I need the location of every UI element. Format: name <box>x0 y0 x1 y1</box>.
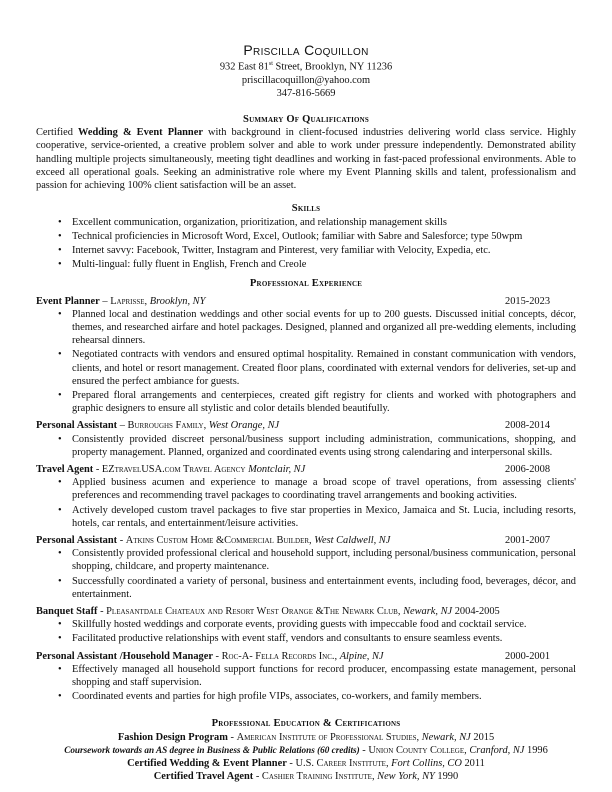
education-title: Coursework towards an AS degree in Business & Public Relations (60 credits) <box>64 744 360 755</box>
job-bullet: • Negotiated contracts with vendors and ensured optimal hospitality. Remained in constant communication with vendors, clients, and hotel or resort management. Created floor plans, coordinated with external vendors for deliveries, set-up and ensured the perfect ambiance for guests. <box>36 348 576 388</box>
experience-heading: Professional Experience <box>249 278 363 290</box>
education-item <box>36 744 576 757</box>
summary-paragraph <box>36 126 576 192</box>
job-separator: - <box>117 534 126 546</box>
job-company: Atkins Custom Home &Commercial Builder <box>125 534 310 546</box>
job-bullets <box>36 618 576 645</box>
job-company: Laprisse <box>110 295 145 307</box>
job-title: Banquet Staff <box>36 605 98 617</box>
job-dates: 2001-2007 <box>505 534 551 546</box>
resume-page <box>36 42 576 783</box>
job-location: Newark, NJ <box>403 605 453 617</box>
skill-item: • Excellent communication, organization, prioritization, and relationship management skills <box>36 216 576 229</box>
candidate-name: Priscilla Coquillon <box>243 42 369 58</box>
job-bullet: • Applied business acumen and experience to manage a broad scope of travel operations, from assessing clients' preferences and recommending travel packages to coordinating travel arrangements and booking activities. <box>36 476 576 502</box>
separator: - <box>253 770 262 782</box>
job-location: Montclair, NJ <box>248 463 306 475</box>
job-bullet: • Actively developed custom travel packages to five star properties in Mexico, Jamaica and St. Lucia, including resorts, hotels, car rentals, and entertainment/leisure activities. <box>36 504 576 530</box>
punctuation: , <box>385 757 392 769</box>
job-entry <box>36 419 576 459</box>
education-item <box>36 731 576 744</box>
education-year: 1990 <box>437 770 459 782</box>
job-header <box>36 295 576 308</box>
job-bullets <box>36 663 576 704</box>
job-dates: 2015-2023 <box>505 295 551 307</box>
job-header <box>36 419 576 432</box>
job-bullet: • Facilitated productive relationships with event staff, vendors and consultants to ensure seamless events. <box>36 632 576 645</box>
job-dates: 2008-2014 <box>505 420 551 432</box>
education-institution: Cashier Training Institute <box>261 770 372 782</box>
education-item <box>36 770 576 783</box>
job-bullet: • Effectively managed all household support functions for record producer, encompassing estate management, personal shopping and staff supervision. <box>36 663 576 689</box>
education-institution: U.S. Career Institute <box>295 757 386 769</box>
summary-heading: Summary Of Qualifications <box>242 114 369 126</box>
punctuation: , <box>144 295 150 307</box>
job-separator: – <box>117 420 128 432</box>
education-year: 2015 <box>473 731 495 743</box>
education-title: Certified Travel Agent <box>153 770 254 782</box>
job-separator: - <box>97 605 107 617</box>
experience-list <box>36 295 576 704</box>
address-rest: Street, Brooklyn, NY 11236 <box>272 61 393 73</box>
job-header <box>36 650 576 663</box>
job-dates: 2000-2001 <box>505 650 551 662</box>
summary-bold: Wedding & Event Planner <box>78 127 203 139</box>
education-title: Certified Wedding & Event Planner <box>127 757 287 769</box>
punctuation: , <box>334 650 340 662</box>
punctuation: , <box>309 534 315 546</box>
job-bullets <box>36 308 576 416</box>
job-entry <box>36 605 576 646</box>
skill-item: • Technical proficiencies in Microsoft Word, Excel, Outlook; familiar with Sabre and Salesforce; type 50wpm <box>36 230 576 243</box>
job-header <box>36 534 576 547</box>
job-bullets <box>36 547 576 601</box>
job-dates: 2006-2008 <box>505 463 551 475</box>
skills-heading: Skills <box>291 203 321 215</box>
separator: - <box>286 757 296 769</box>
job-company: Pleasantdale Chateaux and Resort West Orange &The Newark Club <box>106 605 398 617</box>
education-title: Fashion Design Program <box>117 731 228 743</box>
job-bullet: • Prepared floral arrangements and centerpieces, created gift registry for clients and worked with photographers and graphic designers to ensure all stylistic and color details blended beautifully. <box>36 389 576 415</box>
education-item <box>36 757 576 770</box>
job-entry <box>36 463 576 530</box>
job-location: West Caldwell, NJ <box>314 534 391 546</box>
education-year: 2011 <box>464 757 485 769</box>
job-location: Brooklyn, NY <box>149 295 206 307</box>
job-location: Alpine, NJ <box>339 650 384 662</box>
job-bullet: • Consistently provided discreet personal/business support including administration, communications, shopping, and property management. Planned, organized and coordinated events using strong calendaring and interpersonal skills. <box>36 433 576 459</box>
job-bullet: • Coordinated events and parties for high profile VIPs, associates, co-workers, and family members. <box>36 690 576 703</box>
skill-item: • Multi-lingual: fully fluent in English, French and Creole <box>36 258 576 271</box>
education-list <box>36 731 576 783</box>
job-location: West Orange, NJ <box>208 420 280 432</box>
job-title: Personal Assistant <box>36 420 118 432</box>
separator: - <box>359 744 369 756</box>
job-entry <box>36 534 576 601</box>
education-location: New York, NY <box>377 770 435 782</box>
job-separator: - <box>212 650 222 662</box>
job-title: Travel Agent <box>36 463 94 475</box>
job-bullets <box>36 476 576 530</box>
punctuation: , <box>397 605 404 617</box>
job-bullet: • Planned local and destination weddings and other social events for up to 200 guests. Discussed initial concepts, décor, themes, and researched airfare and hotel packages. Designed, planned and organized all pre-wedding elements, including rehearsal dinners. <box>36 308 576 348</box>
education-institution: Union County College <box>368 744 465 756</box>
education-location: Fort Collins, CO <box>391 757 462 769</box>
punctuation: , <box>416 731 422 743</box>
email: priscillacoquillon@yahoo.com <box>241 74 371 86</box>
punctuation: , <box>464 744 470 756</box>
job-header <box>36 605 576 618</box>
job-bullet: • Skillfully hosted weddings and corporate events, providing guests with impeccable food and cocktail service. <box>36 618 576 631</box>
address <box>36 58 576 74</box>
job-header <box>36 463 576 476</box>
punctuation: , <box>203 420 209 432</box>
education-location: Newark, NJ <box>421 731 471 743</box>
address-line: 932 East 81 <box>219 61 269 73</box>
job-company: Roc-A- Fella Records Inc. <box>221 650 335 662</box>
summary-text: with background in client-focused industries delivering world class service. Highly cooperative, service-oriented, a creative problem solver and able to work under pressure independently. Demonstrated ability handling multiple projects simultaneously, meeting tight deadlines and working in fast-paced professional environments. Able to exceed all operational goals. Seeking an administrative role where my Event Planning skills and talent, professionalism and passion for achieving 100% client satisfaction will be an asset. <box>36 127 577 192</box>
job-bullets <box>36 433 576 459</box>
skill-item: • Internet savvy: Facebook, Twitter, Instagram and Pinterest, very familiar with Velocity, Expedia, etc. <box>36 244 576 257</box>
job-title: Personal Assistant /Household Manager <box>36 650 213 662</box>
job-company: Burroughs Family <box>127 420 204 432</box>
education-heading: Professional Education & Certifications <box>211 718 401 730</box>
summary-pre: Certified <box>36 127 79 139</box>
education-institution: American Institute of Professional Studies <box>236 731 417 743</box>
job-separator: – <box>99 295 111 307</box>
job-entry <box>36 295 576 416</box>
education-location: Cranford, NJ <box>469 744 525 756</box>
punctuation: , <box>371 770 378 782</box>
phone: 347-816-5669 <box>276 87 336 99</box>
job-title: Personal Assistant <box>36 534 118 546</box>
address-suffix: st <box>268 61 273 67</box>
job-dates: 2004-2005 <box>454 605 500 617</box>
job-entry <box>36 650 576 704</box>
skills-list <box>36 216 576 272</box>
job-company: EZtravelUSA.com Travel Agency <box>101 463 246 475</box>
job-title: Event Planner <box>36 295 100 307</box>
job-bullet: • Consistently provided professional clerical and household support, including personal/business communication, personal shopping, childcare, and property maintenance. <box>36 547 576 573</box>
separator: - <box>227 731 237 743</box>
job-bullet: • Successfully coordinated a variety of personal, business and entertainment events, including food, beverages, décor, and entertainment. <box>36 575 576 601</box>
job-separator: - <box>93 463 102 475</box>
education-year: 1996 <box>527 744 548 756</box>
